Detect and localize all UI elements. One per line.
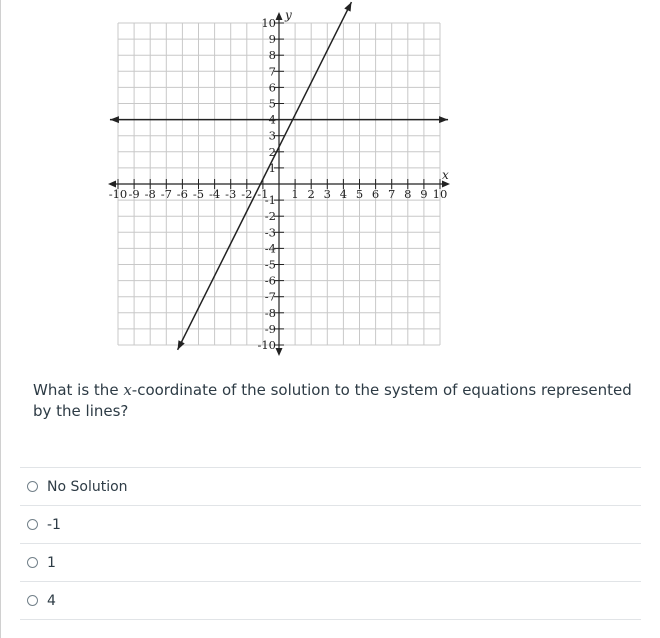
answer-list-bottom-border (20, 619, 641, 620)
y-tick-label: -1 (264, 193, 276, 208)
answer-option-negative-one[interactable] (20, 505, 641, 543)
y-tick-label: 10 (261, 16, 276, 30)
y-tick-label: -8 (264, 305, 276, 320)
x-tick-label: 4 (339, 187, 348, 201)
answer-label: -1 (47, 516, 61, 533)
y-tick-label: 3 (268, 128, 276, 143)
y-tick-label: -7 (264, 289, 276, 304)
question-text-before: What is the (33, 381, 124, 399)
y-tick-label: -3 (264, 225, 276, 240)
x-tick-label: 9 (420, 187, 428, 201)
x-tick-label: 8 (404, 187, 412, 201)
line-end-arrow-icon (439, 116, 448, 123)
y-axis-top-arrow-icon (276, 12, 283, 20)
y-tick-label: -2 (264, 209, 276, 224)
y-tick-label: 2 (268, 144, 276, 159)
x-tick-label: 3 (323, 187, 331, 201)
radio-button-icon[interactable] (27, 481, 38, 492)
x-tick-label: 2 (307, 187, 315, 201)
x-tick-label: -6 (176, 187, 189, 201)
x-tick-label: 10 (432, 187, 448, 201)
answer-label: No Solution (47, 478, 128, 495)
x-tick-label: -10 (108, 187, 128, 201)
x-tick-label: -7 (160, 187, 172, 201)
x-tick-label: -1 (257, 187, 269, 201)
x-tick-label: 6 (371, 187, 380, 201)
y-tick-label: -6 (264, 273, 276, 288)
question-text-after: -coordinate of the solution to the system of equations represented by the lines? (33, 381, 632, 420)
x-tick-label: 1 (291, 187, 299, 201)
answer-option-four[interactable] (20, 581, 641, 619)
answer-list (20, 467, 641, 619)
y-tick-label: 9 (268, 32, 276, 47)
x-axis-label: x (442, 168, 449, 182)
x-tick-label: 7 (388, 187, 396, 201)
line-start-arrow-icon (110, 116, 119, 123)
radio-button-icon[interactable] (27, 557, 38, 568)
x-tick-label: -4 (208, 187, 221, 201)
answer-label: 1 (47, 554, 56, 571)
answer-option-one[interactable] (20, 543, 641, 581)
y-tick-label: 1 (268, 160, 276, 175)
radio-button-icon[interactable] (27, 519, 38, 530)
y-tick-label: -9 (264, 321, 276, 336)
x-tick-label: -9 (128, 187, 140, 201)
radio-button-icon[interactable] (27, 595, 38, 606)
question-variable: x (123, 381, 132, 399)
y-tick-label: 6 (268, 80, 276, 95)
y-tick-label: -10 (257, 338, 276, 352)
question-text (33, 380, 638, 422)
y-tick-label: 7 (268, 64, 276, 79)
x-tick-label: 5 (355, 187, 364, 201)
y-axis-bottom-arrow-icon (276, 348, 283, 356)
y-axis-label: y (285, 8, 292, 22)
x-tick-label: -8 (144, 187, 156, 201)
y-tick-label: 8 (268, 48, 276, 63)
y-tick-label: -5 (264, 257, 276, 272)
y-tick-label: 4 (268, 112, 276, 127)
x-tick-label: -3 (225, 187, 237, 201)
y-tick-label: -4 (264, 241, 276, 256)
x-tick-label: -5 (192, 187, 205, 201)
y-tick-label: 5 (268, 96, 276, 111)
answer-option-no-solution[interactable] (20, 467, 641, 505)
line-end-arrow-icon (344, 2, 351, 12)
answer-label: 4 (47, 592, 56, 609)
x-tick-label: -2 (241, 187, 253, 201)
